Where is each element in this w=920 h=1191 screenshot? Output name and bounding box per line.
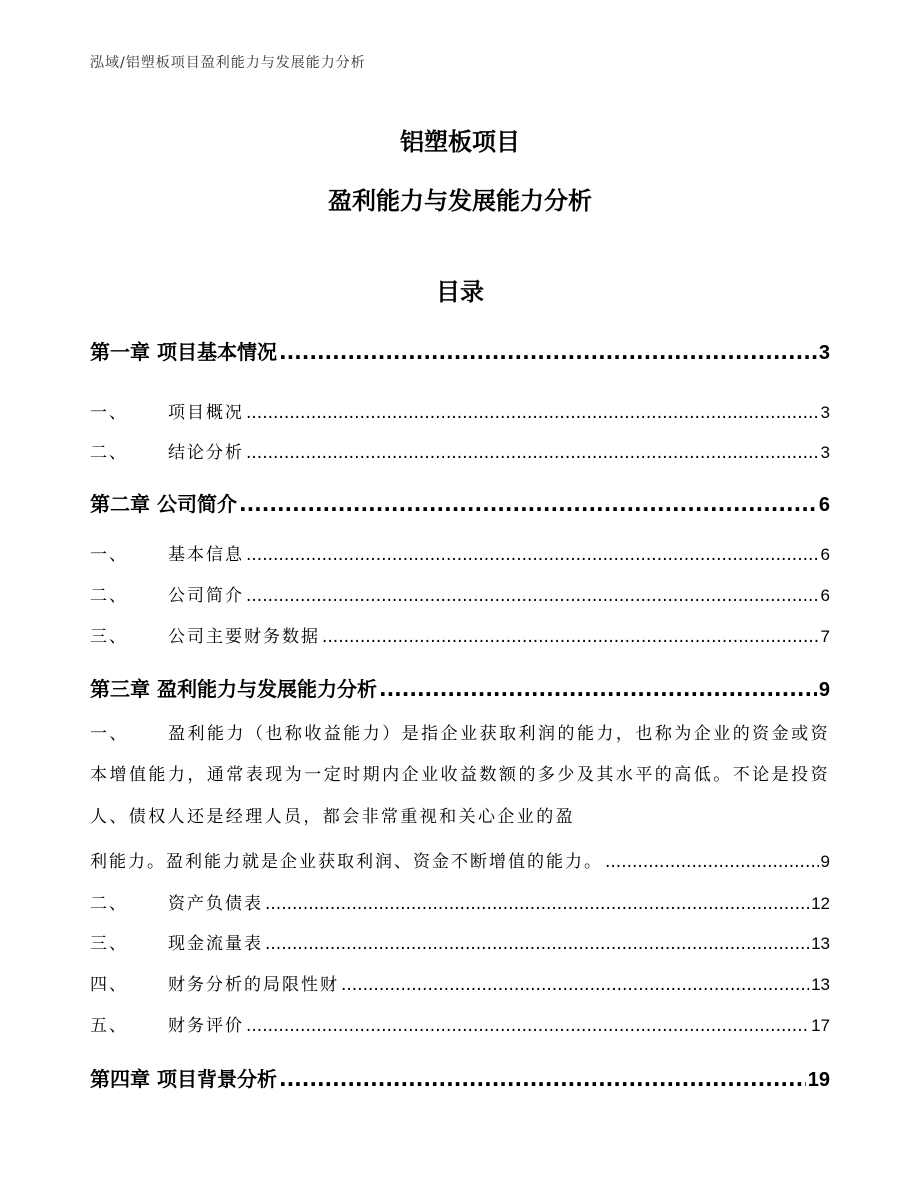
toc-item[interactable]: 三、 现金流量表 ..... 13: [90, 929, 830, 954]
toc-item[interactable]: 二、 资产负债表 ..... 12: [90, 889, 830, 914]
toc-item[interactable]: 二、 结论分析 ..... 3: [90, 438, 830, 463]
toc-item[interactable]: 五、 财务评价 ..... 17: [90, 1011, 830, 1036]
toc-chapter-3[interactable]: 第三章 盈利能力与发展能力分析 ..... 9: [90, 673, 830, 702]
title-line-1: 铝塑板项目: [400, 128, 520, 156]
toc-item[interactable]: 一、 基本信息 ..... 6: [90, 540, 830, 565]
toc-chapter-2[interactable]: 第二章 公司简介 ..... 6: [90, 488, 830, 517]
toc-item[interactable]: 四、 财务分析的局限性财 ..... 13: [90, 970, 830, 995]
toc-title: 目录: [436, 278, 484, 306]
toc-chapter-1[interactable]: 第一章 项目基本情况 ..... 3: [90, 336, 830, 365]
toc-chapter-4[interactable]: 第四章 项目背景分析 ..... 19: [90, 1063, 830, 1092]
toc-item[interactable]: 三、 公司主要财务数据 ..... 7: [90, 622, 830, 647]
toc-item-long-end[interactable]: 利能力。盈利能力就是企业获取利润、资金不断增值的能力。 ..... 9: [90, 847, 830, 872]
toc-item[interactable]: 二、 公司简介 ..... 6: [90, 581, 830, 606]
running-header: 泓域/铝塑板项目盈利能力与发展能力分析: [90, 55, 366, 71]
title-line-2: 盈利能力与发展能力分析: [328, 187, 592, 215]
toc-item[interactable]: 一、 项目概况 ..... 3: [90, 398, 830, 423]
toc-item-long[interactable]: 一、 盈利能力（也称收益能力）是指企业获取利润的能力，也称为企业的资金或资本增值能力，通常表现为一定时期内企业收益数额的多少及其水平的高低。不论是投资人、债权人还是经理人员，都会非常重视和关心企业的盈: [90, 724, 830, 827]
